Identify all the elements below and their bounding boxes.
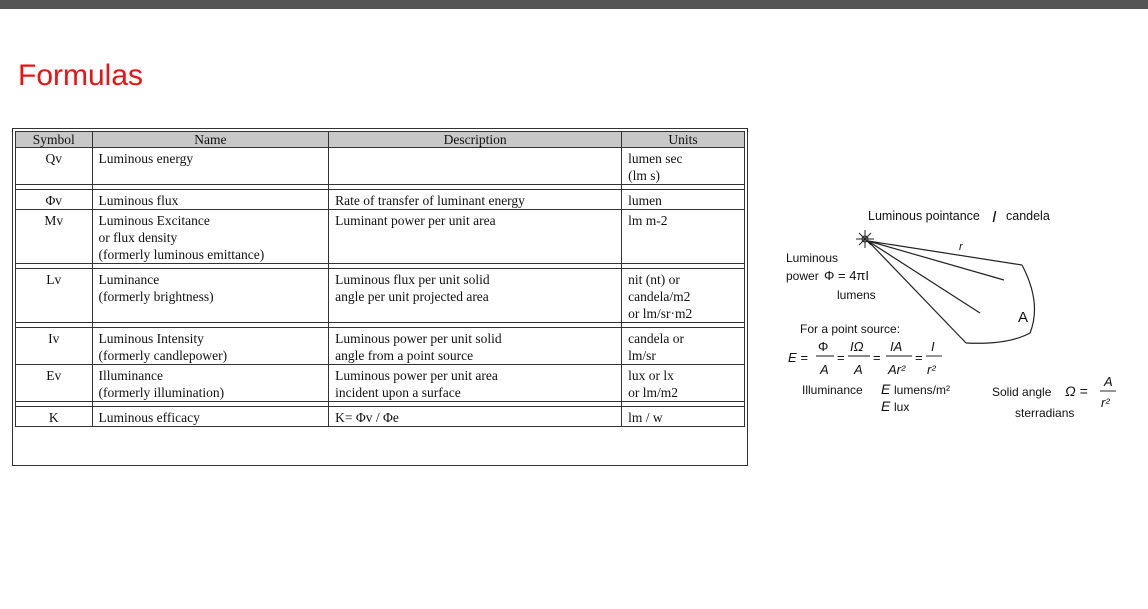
eq-den-3: Ar² — [888, 362, 906, 377]
name-cell-line: (formerly illumination) — [98, 385, 225, 400]
point-source-diagram — [780, 195, 1140, 435]
eq-den-1: A — [820, 362, 829, 377]
name-cell — [92, 148, 329, 185]
units-cell-line: lux or lx — [628, 368, 674, 383]
solid-angle-den: r² — [1101, 395, 1110, 410]
power-label-2: power — [786, 269, 819, 283]
eq-den-2: A — [854, 362, 863, 377]
eq-num-4: I — [931, 339, 935, 354]
eq-num-2: IΩ — [850, 339, 864, 354]
name-cell-line: Luminous efficacy — [98, 410, 200, 425]
power-label-1: Luminous — [786, 251, 839, 265]
units-cell-line: lumen sec — [628, 151, 683, 166]
symbol-cell: Φv — [16, 190, 93, 210]
name-cell-line: or flux density — [98, 230, 178, 245]
description-cell — [329, 365, 622, 402]
page-title: Formulas — [18, 59, 144, 92]
illuminance-equation — [788, 339, 942, 377]
name-cell-line: (formerly luminous emittance) — [98, 247, 265, 262]
units-cell-line: nit (nt) or — [628, 272, 680, 287]
power-formula: Φ = 4πI — [824, 268, 869, 283]
eq-num-1: Φ — [818, 339, 829, 354]
illuminance-label: Illuminance — [802, 383, 863, 397]
description-cell — [329, 269, 622, 323]
steradians-label: sterradians — [1015, 406, 1075, 420]
description-cell-line: Luminous flux per unit solid — [335, 272, 490, 287]
description-cell — [329, 190, 622, 210]
symbol-cell: Lv — [16, 269, 93, 323]
eq-equals-1: = — [837, 350, 845, 365]
units-cell-line: or lm/sr·m2 — [628, 306, 693, 321]
header-units: Units — [622, 132, 745, 148]
eq-equals-3: = — [915, 350, 923, 365]
description-cell — [329, 210, 622, 264]
table-row — [16, 269, 745, 323]
illuminance-unit: lumens/m² — [894, 383, 951, 397]
units-cell — [622, 210, 745, 264]
units-cell — [622, 190, 745, 210]
pointance-label: Luminous pointance — [868, 209, 980, 223]
solid-angle-fraction — [1100, 374, 1116, 410]
name-cell-line: (formerly brightness) — [98, 289, 214, 304]
name-cell-line: (formerly candlepower) — [98, 348, 228, 363]
name-cell — [92, 365, 329, 402]
description-cell-line: incident upon a surface — [335, 385, 461, 400]
symbol-cell: Mv — [16, 210, 93, 264]
description-cell-line: K= Φv / Φe — [335, 410, 399, 425]
name-cell — [92, 210, 329, 264]
units-cell-line: lm m-2 — [628, 213, 668, 228]
description-cell — [329, 407, 622, 427]
description-cell-line: Luminous power per unit solid — [335, 331, 502, 346]
units-cell — [622, 269, 745, 323]
description-cell-line: angle from a point source — [335, 348, 474, 363]
area-label: A — [1018, 309, 1029, 326]
units-cell-line: or lm/m2 — [628, 385, 678, 400]
pointance-unit: candela — [1006, 209, 1050, 223]
symbol-cell: Qv — [16, 148, 93, 185]
formulas-table-frame — [12, 128, 748, 466]
units-cell — [622, 407, 745, 427]
units-cell-line: lumen — [628, 193, 662, 208]
description-cell-line: Rate of transfer of luminant energy — [335, 193, 525, 208]
units-cell-line: (lm s) — [628, 168, 660, 183]
name-cell-line: Luminous Excitance — [98, 213, 210, 228]
table-row — [16, 365, 745, 402]
description-cell-line: angle per unit projected area — [335, 289, 489, 304]
table-header-row — [16, 132, 745, 148]
name-cell — [92, 190, 329, 210]
lux-symbol: E — [881, 398, 891, 414]
units-cell — [622, 328, 745, 365]
name-cell-line: Illuminance — [98, 368, 163, 383]
units-cell-line: candela or — [628, 331, 684, 346]
symbol-cell: K — [16, 407, 93, 427]
pointance-symbol: I — [992, 209, 997, 226]
table-row — [16, 148, 745, 185]
header-name: Name — [92, 132, 329, 148]
eq-num-3: IA — [890, 339, 903, 354]
table-body — [16, 148, 745, 427]
name-cell-line: Luminous energy — [98, 151, 194, 166]
e-equals: E = — [788, 350, 808, 365]
header-description: Description — [329, 132, 622, 148]
name-cell — [92, 328, 329, 365]
solid-angle-label: Solid angle — [992, 385, 1052, 399]
name-cell-line: Luminance — [98, 272, 160, 287]
description-cell — [329, 148, 622, 185]
table-row — [16, 210, 745, 264]
formulas-table — [15, 131, 745, 427]
r-label: r — [959, 241, 963, 253]
name-cell-line: Luminous Intensity — [98, 331, 204, 346]
eq-den-4: r² — [927, 362, 936, 377]
description-cell — [329, 328, 622, 365]
symbol-cell: Iv — [16, 328, 93, 365]
name-cell — [92, 407, 329, 427]
symbol-cell: Ev — [16, 365, 93, 402]
name-cell — [92, 269, 329, 323]
units-cell — [622, 148, 745, 185]
table-row — [16, 407, 745, 427]
description-cell-line: Luminous power per unit area — [335, 368, 498, 383]
eq-equals-2: = — [873, 350, 881, 365]
units-cell-line: lm / w — [628, 410, 663, 425]
top-bar — [0, 0, 1148, 9]
point-source-label: For a point source: — [800, 322, 901, 336]
illuminance-symbol: E — [881, 381, 891, 397]
units-cell — [622, 365, 745, 402]
table-row — [16, 190, 745, 210]
table-row — [16, 328, 745, 365]
description-cell-line: Luminant power per unit area — [335, 213, 496, 228]
solid-angle-num: A — [1104, 374, 1113, 389]
units-cell-line: lm/sr — [628, 348, 656, 363]
name-cell-line: Luminous flux — [98, 193, 179, 208]
lumens-label: lumens — [837, 288, 876, 302]
header-symbol: Symbol — [16, 132, 93, 148]
units-cell-line: candela/m2 — [628, 289, 691, 304]
lux-unit: lux — [894, 400, 910, 414]
solid-angle-symbol: Ω = — [1065, 383, 1088, 399]
